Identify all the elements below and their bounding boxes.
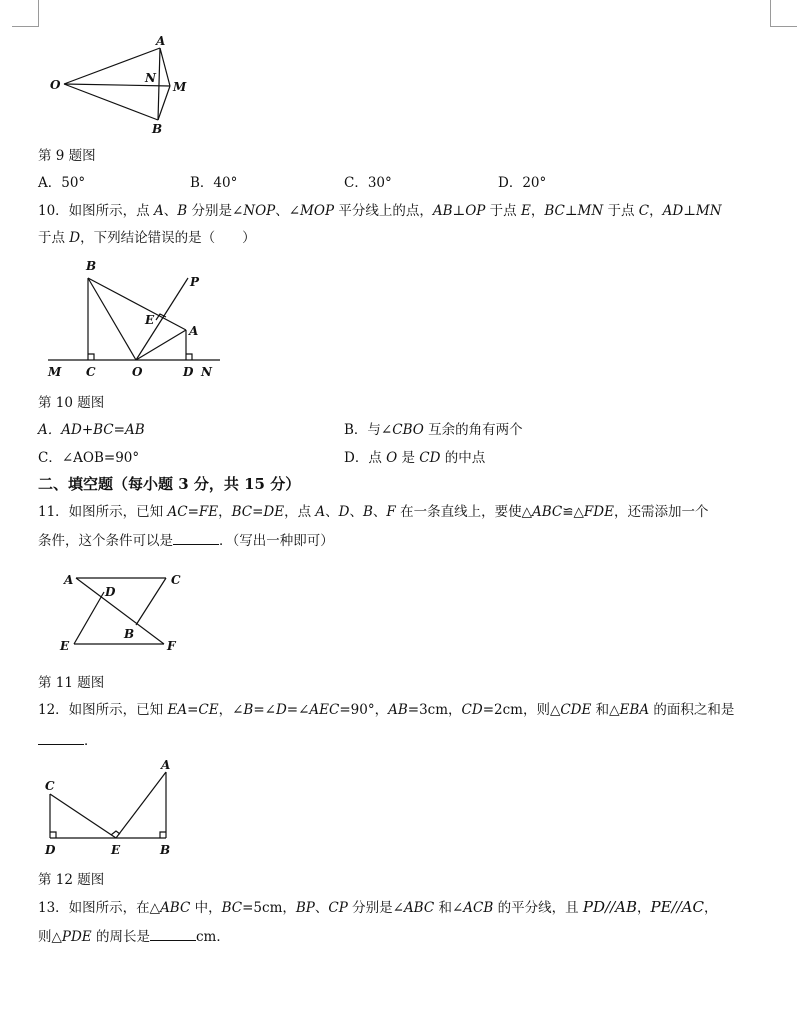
q10-right-angle-D <box>186 354 192 360</box>
q11-caption: 第 11 题图 <box>38 675 105 691</box>
q10-label-A: A <box>189 324 199 338</box>
q10-label-P: P <box>190 275 200 289</box>
q12-line-CE <box>50 794 116 838</box>
q9-caption: 第 9 题图 <box>38 148 96 164</box>
q9-line-BM <box>158 86 170 120</box>
q13-answer-blank[interactable] <box>150 926 196 941</box>
top-right-corner-mark <box>770 0 797 27</box>
q10-option-a: A．AD+BC=AB <box>38 422 145 438</box>
q10-figure <box>44 256 230 382</box>
q10-option-d: D．点 O 是 CD 的中点 <box>344 450 486 466</box>
q10-label-O: O <box>132 365 143 379</box>
q9-label-A: A <box>156 34 166 48</box>
q9-figure <box>44 32 194 138</box>
q12-label-A: A <box>161 758 171 772</box>
q11-answer-blank[interactable] <box>173 530 219 545</box>
q10-stem-line1: 10．如图所示，点 A、B 分别是∠NOP、∠MOP 平分线上的点，AB⊥OP 于点 E，BC⊥MN 于点 C，AD⊥MN <box>38 203 722 219</box>
q10-label-B: B <box>86 259 97 273</box>
q11-stem-line1: 11．如图所示，已知 AC=FE，BC=DE，点 A、D、B、F 在一条直线上，要使△ABC≌△FDE，还需添加一个 <box>38 504 709 520</box>
q9-option-d: D．20° <box>498 175 547 191</box>
q9-line-AM <box>160 48 170 86</box>
q12-caption: 第 12 题图 <box>38 872 105 888</box>
section-heading-fill-in: 二、填空题（每小题 3 分，共 15 分） <box>38 475 301 493</box>
q11-label-A: A <box>64 573 74 587</box>
q9-line-OB <box>64 84 158 120</box>
q11-line-CB <box>136 578 166 625</box>
q9-label-N: N <box>145 71 156 85</box>
q10-line-AO <box>136 330 186 360</box>
q10-option-c: C．∠AOB=90° <box>38 450 140 466</box>
q9-label-M: M <box>173 80 187 94</box>
q12-line-EA <box>116 772 166 838</box>
q11-line-AF <box>76 578 164 644</box>
q11-label-F: F <box>167 639 176 653</box>
q12-stem-line1: 12．如图所示，已知 EA=CE，∠B=∠D=∠AEC=90°，AB=3cm，CD=2cm，则△CDE 和△EBA 的面积之和是 <box>38 702 735 718</box>
q12-right-angle-D <box>50 832 56 838</box>
q9-option-a: A．50° <box>38 175 86 191</box>
q9-option-c: C．30° <box>344 175 392 191</box>
q12-label-D: D <box>45 843 56 857</box>
q11-stem-line2: 条件，这个条件可以是 ．（写出一种即可） <box>38 530 334 550</box>
q9-label-O: O <box>50 78 61 92</box>
q11-line-ED <box>74 592 104 644</box>
q11-label-B: B <box>124 627 135 641</box>
q9-option-b: B．40° <box>190 175 238 191</box>
q12-answer-blank[interactable] <box>38 730 84 745</box>
q9-label-B: B <box>152 122 163 136</box>
q12-label-C: C <box>45 779 55 793</box>
q10-label-N: N <box>201 365 212 379</box>
q12-label-E: E <box>111 843 121 857</box>
q10-line-OP <box>136 278 188 360</box>
q10-label-E: E <box>145 313 155 327</box>
q11-label-D: D <box>105 585 116 599</box>
q12-figure <box>40 756 186 862</box>
q11-label-E: E <box>60 639 70 653</box>
q12-label-B: B <box>160 843 171 857</box>
q10-label-C: C <box>86 365 96 379</box>
q10-caption: 第 10 题图 <box>38 395 105 411</box>
q10-option-b: B．与∠CBO 互余的角有两个 <box>344 422 523 438</box>
q10-label-D: D <box>183 365 194 379</box>
q11-figure <box>52 566 202 662</box>
q9-line-AB <box>158 48 160 120</box>
q10-label-M: M <box>48 365 62 379</box>
q13-stem-line2: 则△PDE 的周长是 cm． <box>38 926 230 946</box>
q12-right-angle-B <box>160 832 166 838</box>
q12-stem-line2: ． <box>38 730 98 750</box>
top-left-corner-mark <box>12 0 39 27</box>
q13-stem-line1: 13．如图所示，在△ABC 中，BC=5cm，BP、CP 分别是∠ABC 和∠ACB 的平分线，且 PD//AB，PE//AC， <box>38 898 718 916</box>
q10-stem-line2: 于点 D，下列结论错误的是（ ） <box>38 230 256 246</box>
q10-right-angle-C <box>88 354 94 360</box>
q11-label-C: C <box>171 573 181 587</box>
